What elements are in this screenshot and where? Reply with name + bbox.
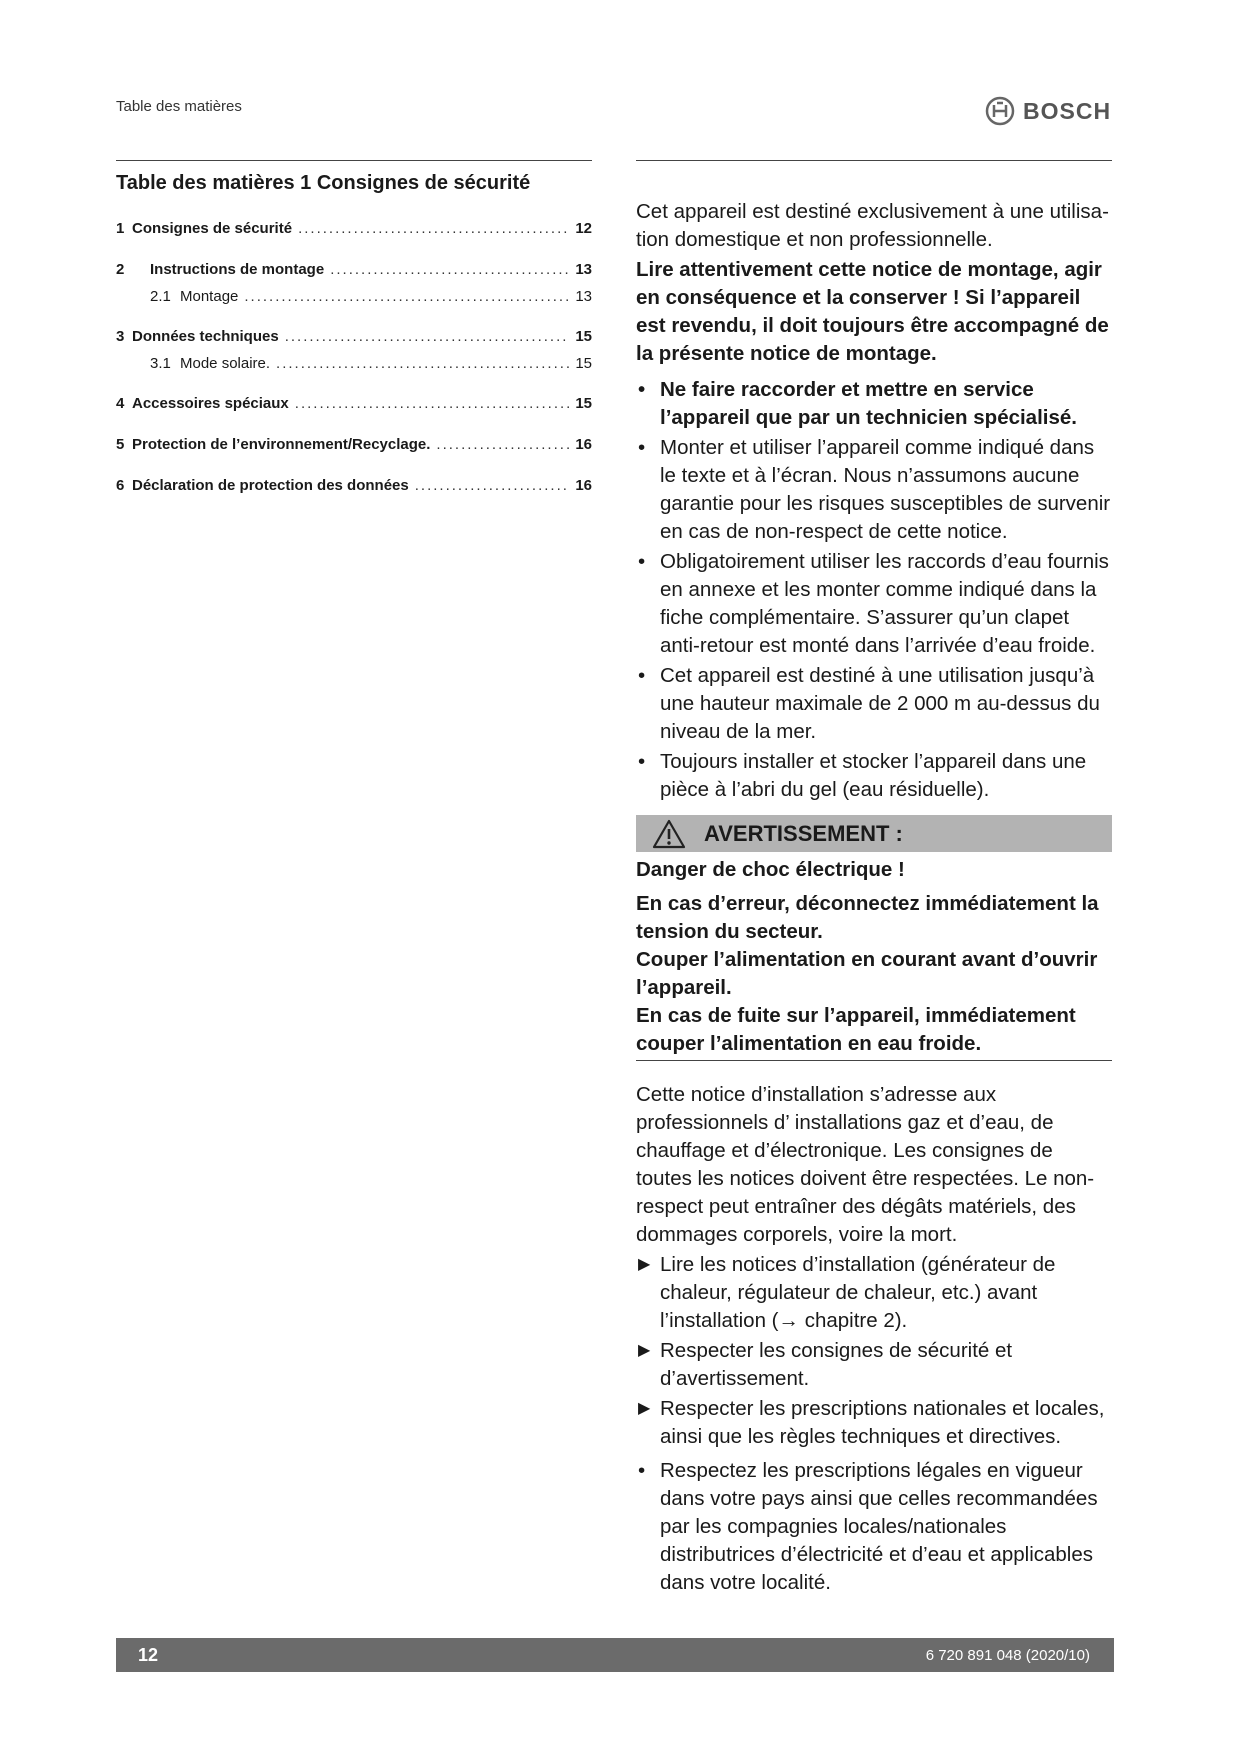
toc-subentry[interactable]: 2.1 Montage ..... 13 bbox=[150, 288, 592, 305]
arrow-icon: ▶ bbox=[638, 1400, 651, 1417]
read-notice-text: Lire attentivement cette notice de montage, agir en conséquence et la conserver ! Si l’appareil est revendu, il doit toujours être accompagné de la présente notice de montage. bbox=[636, 258, 1109, 365]
list-item: ▶ Respecter les consignes de sécurité et d’avertissement. bbox=[638, 1339, 1013, 1390]
warning-line: En cas de fuite sur l’appareil, immédiatement couper l’alimentation en eau froide. bbox=[636, 1004, 1076, 1055]
list-item: ▶ Lire les notices d’installation (générateur de chaleur, régulateur de chaleur, etc.) avant l’installation (→ chapitre 2). bbox=[638, 1253, 1056, 1332]
brand-logo bbox=[985, 96, 1111, 126]
list-item: • Monter et utiliser l’appareil comme indiqué dans le texte et à l’écran. Nous n’assumons aucune garantie pour les risques susceptibles de survenir en cas de non-respect de cette notice. bbox=[638, 436, 1111, 543]
install-text: Cette notice d’installation s’adresse aux professionnels d’ installations gaz et d’eau, de chauffage et d’électronique. Les consignes de toutes les notices doivent être respectées. Le non-respect peut entraîner des dégâts matériels, des dommages corporels, voire la mort. bbox=[636, 1083, 1095, 1246]
list-item: • Toujours installer et stocker l’appareil dans une pièce à l’abri du gel (eau résiduelle). bbox=[638, 750, 1087, 801]
arrow-icon: ▶ bbox=[638, 1256, 651, 1273]
toc-entry[interactable]: 4 Accessoires spéciaux ..... 15 bbox=[116, 395, 592, 412]
page-footer bbox=[116, 1638, 1114, 1672]
toc-subentry[interactable]: 3.1 Mode solaire. ..... 15 bbox=[150, 355, 592, 372]
warning-line: Couper l’alimentation en courant avant d’ouvrir l’appareil. bbox=[636, 948, 1098, 999]
arrow-icon: ▶ bbox=[638, 1342, 651, 1359]
list-item: • Obligatoirement utiliser les raccords d’eau fournis en annexe et les monter comme indiqué dans la fiche complémentaire. S’assurer qu’un clapet anti-retour est monté dans l’arrivée d’eau froide. bbox=[638, 550, 1109, 657]
bosch-armature-icon bbox=[985, 96, 1015, 126]
toc-entry[interactable]: 5 Protection de l’environnement/Recyclage. ..... 16 bbox=[116, 436, 592, 453]
warning-header bbox=[636, 815, 1112, 852]
warning-title: AVERTISSEMENT : bbox=[704, 820, 903, 846]
toc-entry[interactable]: 1 Consignes de sécurité ..... 12 bbox=[116, 220, 592, 237]
warning-line: En cas d’erreur, déconnectez immédiatement la tension du secteur. bbox=[636, 892, 1099, 943]
warning-danger: Danger de choc électrique ! bbox=[636, 858, 905, 881]
list-item: • Respectez les prescriptions légales en vigueur dans votre pays ainsi que celles recommandées par les compagnies locales/nationales distributrices d’électricité et d’eau et applicables dans votre localité. bbox=[638, 1459, 1098, 1594]
safety-intro-block bbox=[636, 198, 1112, 804]
list-item: • Cet appareil est destiné à une utilisation jusqu’à une hauteur maximale de 2 000 m au-dessus du niveau de la mer. bbox=[638, 664, 1100, 743]
page-number: 12 bbox=[138, 1644, 159, 1665]
right-top-rule bbox=[636, 160, 1112, 161]
list-item: ▶ Respecter les prescriptions nationales et locales, ainsi que les règles techniques et directives. bbox=[638, 1397, 1105, 1448]
toc-entry[interactable]: 6 Déclaration de protection des données ..... 16 bbox=[116, 477, 592, 494]
toc-entry[interactable]: 2 Instructions de montage ..... 13 bbox=[116, 261, 592, 278]
header-section-title: Table des matières bbox=[116, 98, 242, 115]
warning-bottom-rule bbox=[636, 1060, 1112, 1061]
toc-title: Table des matières 1 Consignes de sécurité bbox=[116, 172, 531, 194]
warning-body bbox=[636, 856, 1112, 1058]
installation-block bbox=[636, 1081, 1112, 1597]
toc-entry[interactable]: 3 Données techniques ..... 15 bbox=[116, 328, 592, 345]
intro-text: Cet appareil est destiné exclusivement à une utilisa- tion domestique et non professionnelle. bbox=[636, 200, 1109, 251]
warning-triangle-icon bbox=[652, 819, 686, 849]
document-number: 6 720 891 048 (2020/10) bbox=[925, 1646, 1090, 1664]
list-item: • Ne faire raccorder et mettre en service l’appareil que par un technicien spécialisé. bbox=[638, 378, 1077, 429]
left-top-rule bbox=[116, 160, 592, 161]
brand-logo-text: BOSCH bbox=[1023, 97, 1112, 124]
